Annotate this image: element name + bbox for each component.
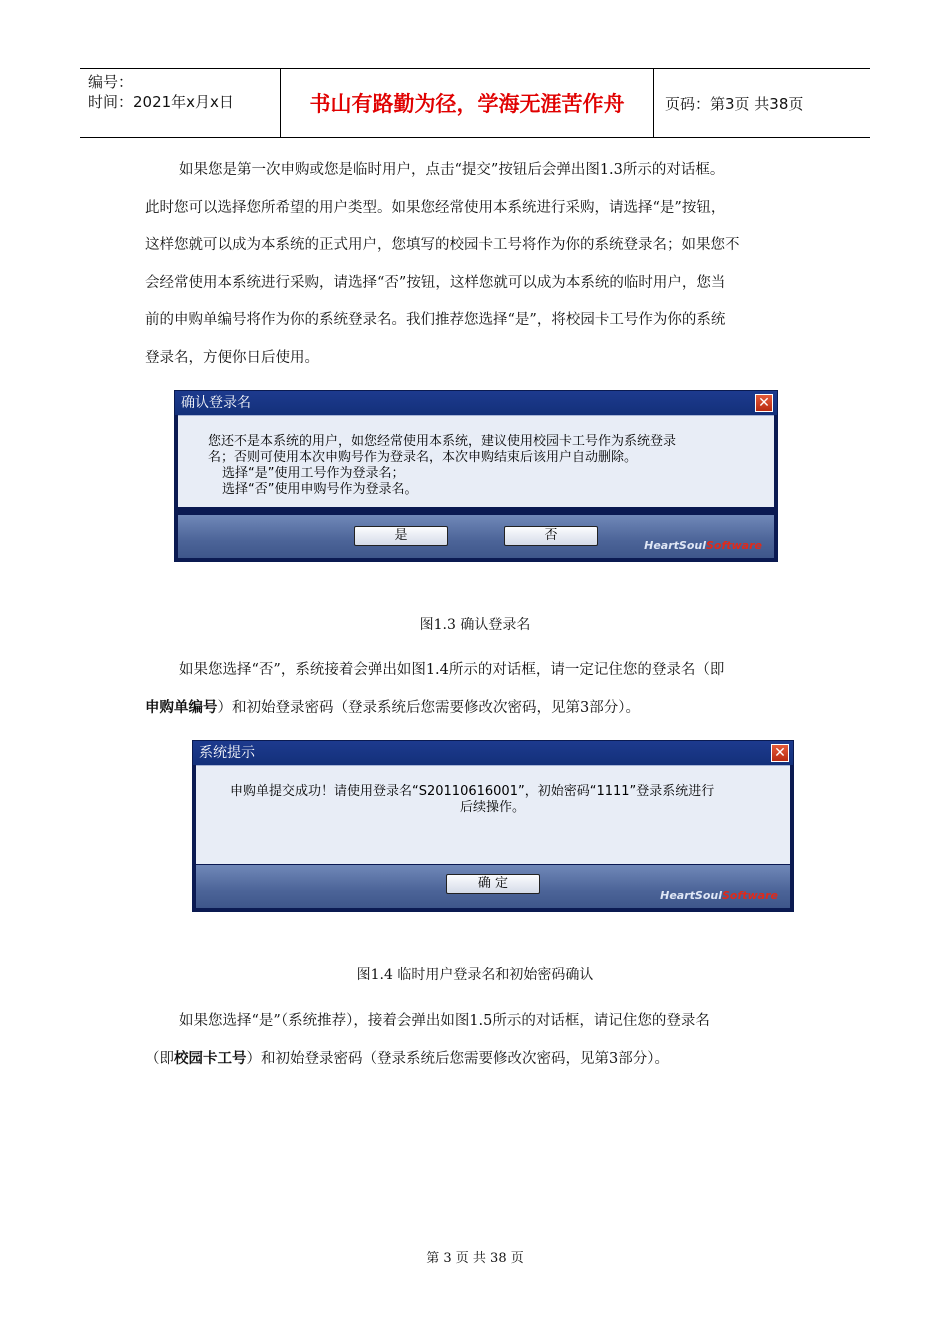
text-line: 会经常使用本系统进行采购，请选择“否”按钮，这样您就可以成为本系统的临时用户，您当	[145, 274, 726, 291]
header-page-info: 页码：第3页 共38页	[665, 95, 804, 113]
text-line: 前的申购单编号将作为你的系统登录名。我们推荐您选择“是”，将校园卡工号作为你的系统	[145, 312, 726, 328]
paragraph-intro	[145, 152, 810, 377]
text-span: （即	[145, 1050, 174, 1067]
close-icon[interactable]: ✕	[771, 744, 789, 762]
confirm-login-dialog	[174, 390, 778, 562]
close-icon[interactable]: ✕	[755, 394, 773, 412]
bold-term: 校园卡工号	[174, 1050, 247, 1067]
dialog-title: 系统提示	[193, 741, 793, 765]
dialog-body	[178, 415, 774, 507]
text-span: ）和初始登录密码（登录系统后您需要修改次密码，见第3部分）。	[246, 1050, 669, 1067]
dialog-footer	[196, 865, 790, 908]
text-line: 如果您选择“是”（系统推荐），接着会弹出如图1.5所示的对话框，请记住您的登录名	[179, 1013, 710, 1029]
dialog-title: 确认登录名	[175, 391, 777, 415]
figure-caption: 图1.3 确认登录名	[419, 617, 531, 633]
text-line: 此时您可以选择您所希望的用户类型。如果您经常使用本系统进行采购，请选择“是”按钮，	[145, 199, 726, 216]
dialog-message-line: 后续操作。	[460, 800, 526, 815]
brand-name: HeartSoul	[644, 539, 706, 552]
system-notice-dialog	[192, 740, 794, 912]
header-motto: 书山有路勤为径，学海无涯苦作舟	[281, 69, 654, 137]
dialog-message-line: 申购单提交成功！请使用登录名“S20110616001”，初始密码“1111”登录系统进行	[230, 784, 715, 799]
ok-button[interactable]: 确 定	[446, 874, 540, 894]
no-button[interactable]: 否	[504, 526, 598, 546]
yes-button[interactable]: 是	[354, 526, 448, 546]
doc-number-label: 编号：	[88, 73, 134, 91]
paragraph-formal-user	[145, 1003, 810, 1078]
text-line: 如果您是第一次申购或您是临时用户，点击“提交”按钮后会弹出图1.3所示的对话框。	[179, 162, 725, 178]
figure-caption: 图1.4 临时用户登录名和初始密码确认	[356, 967, 594, 983]
paragraph-temp-user	[145, 652, 810, 727]
text-line	[145, 1041, 810, 1079]
header-meta-cell	[80, 69, 281, 137]
bold-term: 申购单编号	[145, 699, 218, 716]
text-line	[145, 690, 810, 728]
brand-name: HeartSoul	[660, 889, 722, 902]
page-header	[80, 68, 870, 138]
dialog-message-line: 名；否则可使用本次申购号作为登录名，本次申购结束后该用户自动删除。	[208, 450, 638, 465]
dialog-footer	[178, 515, 774, 558]
brand-suffix: Software	[722, 889, 778, 902]
brand-suffix: Software	[706, 539, 762, 552]
doc-time-label: 时间：2021年x月x日	[88, 93, 234, 111]
dialog-message-line: 选择“否”使用申购号作为登录名。	[222, 482, 418, 497]
text-line: 登录名，方便你日后使用。	[145, 349, 319, 366]
brand-logo	[660, 889, 778, 902]
page-footer: 第 3 页 共 38 页	[426, 1251, 524, 1266]
dialog-message-line: 您还不是本系统的用户，如您经常使用本系统，建议使用校园卡工号作为系统登录	[208, 434, 677, 449]
brand-logo	[644, 539, 762, 552]
text-line: 这样您就可以成为本系统的正式用户，您填写的校园卡工号将作为你的系统登录名；如果您不	[145, 237, 740, 253]
dialog-body	[196, 765, 790, 864]
text-line: 如果您选择“否”，系统接着会弹出如图1.4所示的对话框，请一定记住您的登录名（即	[179, 662, 725, 678]
dialog-message-line: 选择“是”使用工号作为登录名；	[222, 466, 405, 481]
text-span: ）和初始登录密码（登录系统后您需要修改次密码，见第3部分）。	[217, 699, 640, 716]
